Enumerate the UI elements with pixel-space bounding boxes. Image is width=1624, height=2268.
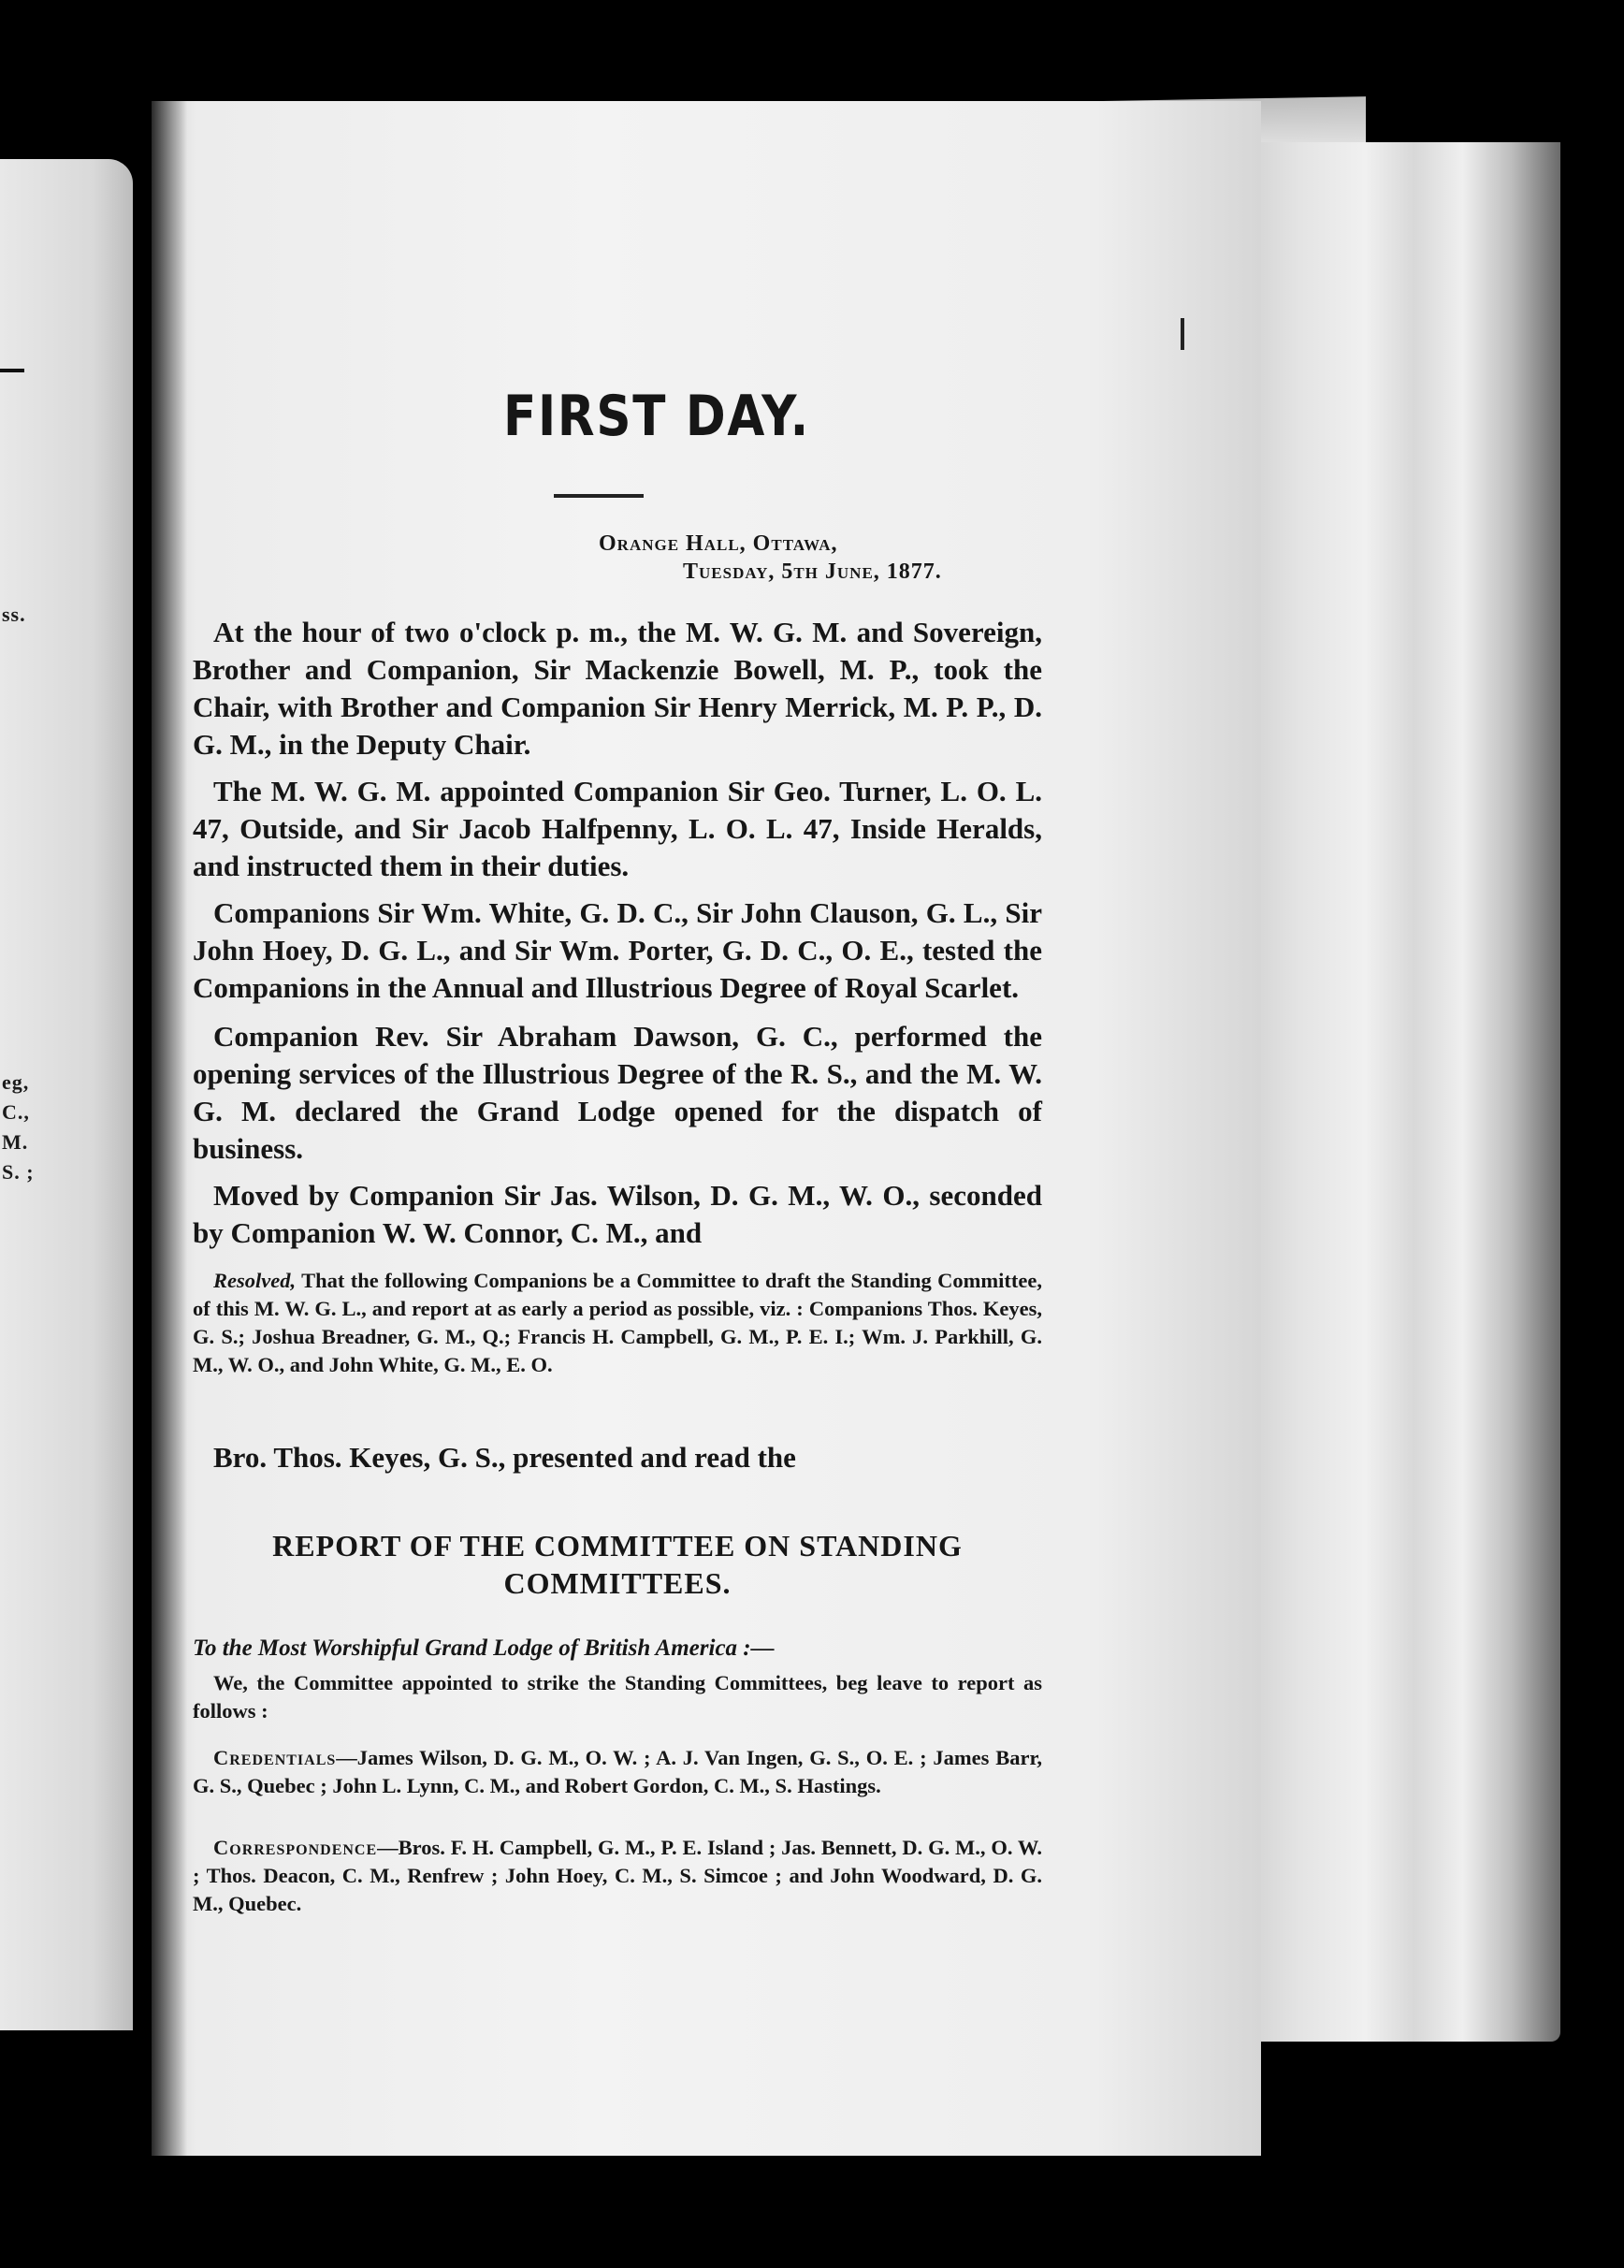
dateline-date: Tuesday, 5th June, 1877. bbox=[683, 560, 942, 584]
resolution-lead: Resolved, bbox=[213, 1269, 297, 1292]
paragraph-heralds: The M. W. G. M. appointed Companion Sir Geo. Turner, L. O. L. 47, Outside, and Sir Jacob Halfpenny, L. O. L. 47, Inside Heralds, and instructed them in their duties. bbox=[193, 775, 1042, 882]
committee-members: —James Wilson, D. G. M., O. W. ; A. J. Van Ingen, G. S., O. E. ; James Barr, G. S., Quebec ; John L. Lynn, C. M., and Robert Gordon, C. M., S. Hastings. bbox=[193, 1746, 1042, 1797]
paragraph-opening: At the hour of two o'clock p. m., the M. W. G. M. and Sovereign, Brother and Companion, Sir Mackenzie Bowell, M. P., took the Chair, with Brother and Companion Sir Henry Merrick, M. P. P., D. G. M., in the Deputy Chair. bbox=[193, 616, 1042, 761]
committee-name: Credentials bbox=[213, 1746, 337, 1769]
page-gutter bbox=[152, 101, 187, 2156]
title-rule bbox=[554, 494, 644, 498]
left-page-fragment: eg, bbox=[2, 1070, 30, 1094]
report-intro: We, the Committee appointed to strike the Standing Committees, beg leave to report as follows : bbox=[193, 1671, 1042, 1723]
report-address: To the Most Worshipful Grand Lodge of British America :— bbox=[193, 1636, 775, 1661]
left-page-edge bbox=[0, 159, 133, 2030]
paragraph-opening-services: Companion Rev. Sir Abraham Dawson, G. C., performed the opening services of the Illustrious Degree of the R. S., and the M. W. G. M. declared the Grand Lodge opened for the dispatch of business. bbox=[193, 1020, 1042, 1165]
resolution-text: That the following Companions be a Committee to draft the Standing Committee, of this M. W. G. L., and report at as early a period as possible, viz. : Companions Thos. Keyes, G. S.; Joshua Breadner, G. M., Q.; Francis H. Campbell, G. M., P. E. I.; Wm. J. Parkhill, G. M., W. O., and John White, G. M., E. O. bbox=[193, 1269, 1042, 1376]
committee-name: Correspondence bbox=[213, 1836, 378, 1859]
committee-credentials bbox=[193, 1744, 1042, 1800]
page-title: FIRST DAY. bbox=[503, 384, 810, 449]
left-page-fragment: M. bbox=[2, 1130, 29, 1154]
committee-members: —Bros. F. H. Campbell, G. M., P. E. Island ; Jas. Bennett, D. G. M., O. W. ; Thos. Deacon, C. M., Renfrew ; John Hoey, C. M., S. Simcoe ; and John Woodward, D. G. M., Quebec. bbox=[193, 1836, 1042, 1915]
dateline-place: Orange Hall, Ottawa, bbox=[599, 531, 838, 556]
report-heading: REPORT OF THE COMMITTEE ON STANDING COMMITTEES. bbox=[272, 1529, 963, 1600]
left-page-rule bbox=[0, 369, 24, 372]
paragraph-presented: Bro. Thos. Keyes, G. S., presented and read the bbox=[213, 1441, 796, 1474]
paragraph-tested: Companions Sir Wm. White, G. D. C., Sir John Clauson, G. L., Sir John Hoey, D. G. L., and Sir Wm. Porter, G. D. C., O. E., tested the Companions in the Annual and Illustrious Degree of Royal Scarlet. bbox=[193, 896, 1042, 1004]
paragraph-moved: Moved by Companion Sir Jas. Wilson, D. G. M., W. O., seconded by Companion W. W. Connor, C. M., and bbox=[193, 1179, 1042, 1249]
left-page-fragment: S. ; bbox=[2, 1160, 35, 1184]
committee-correspondence bbox=[193, 1834, 1042, 1918]
left-page-fragment: ss. bbox=[2, 603, 26, 626]
book-page bbox=[152, 101, 1261, 2156]
margin-mark bbox=[1181, 318, 1184, 350]
left-page-fragment: C., bbox=[2, 1100, 30, 1124]
page-stack-edge bbox=[1235, 142, 1560, 2042]
resolution-paragraph bbox=[193, 1267, 1042, 1379]
